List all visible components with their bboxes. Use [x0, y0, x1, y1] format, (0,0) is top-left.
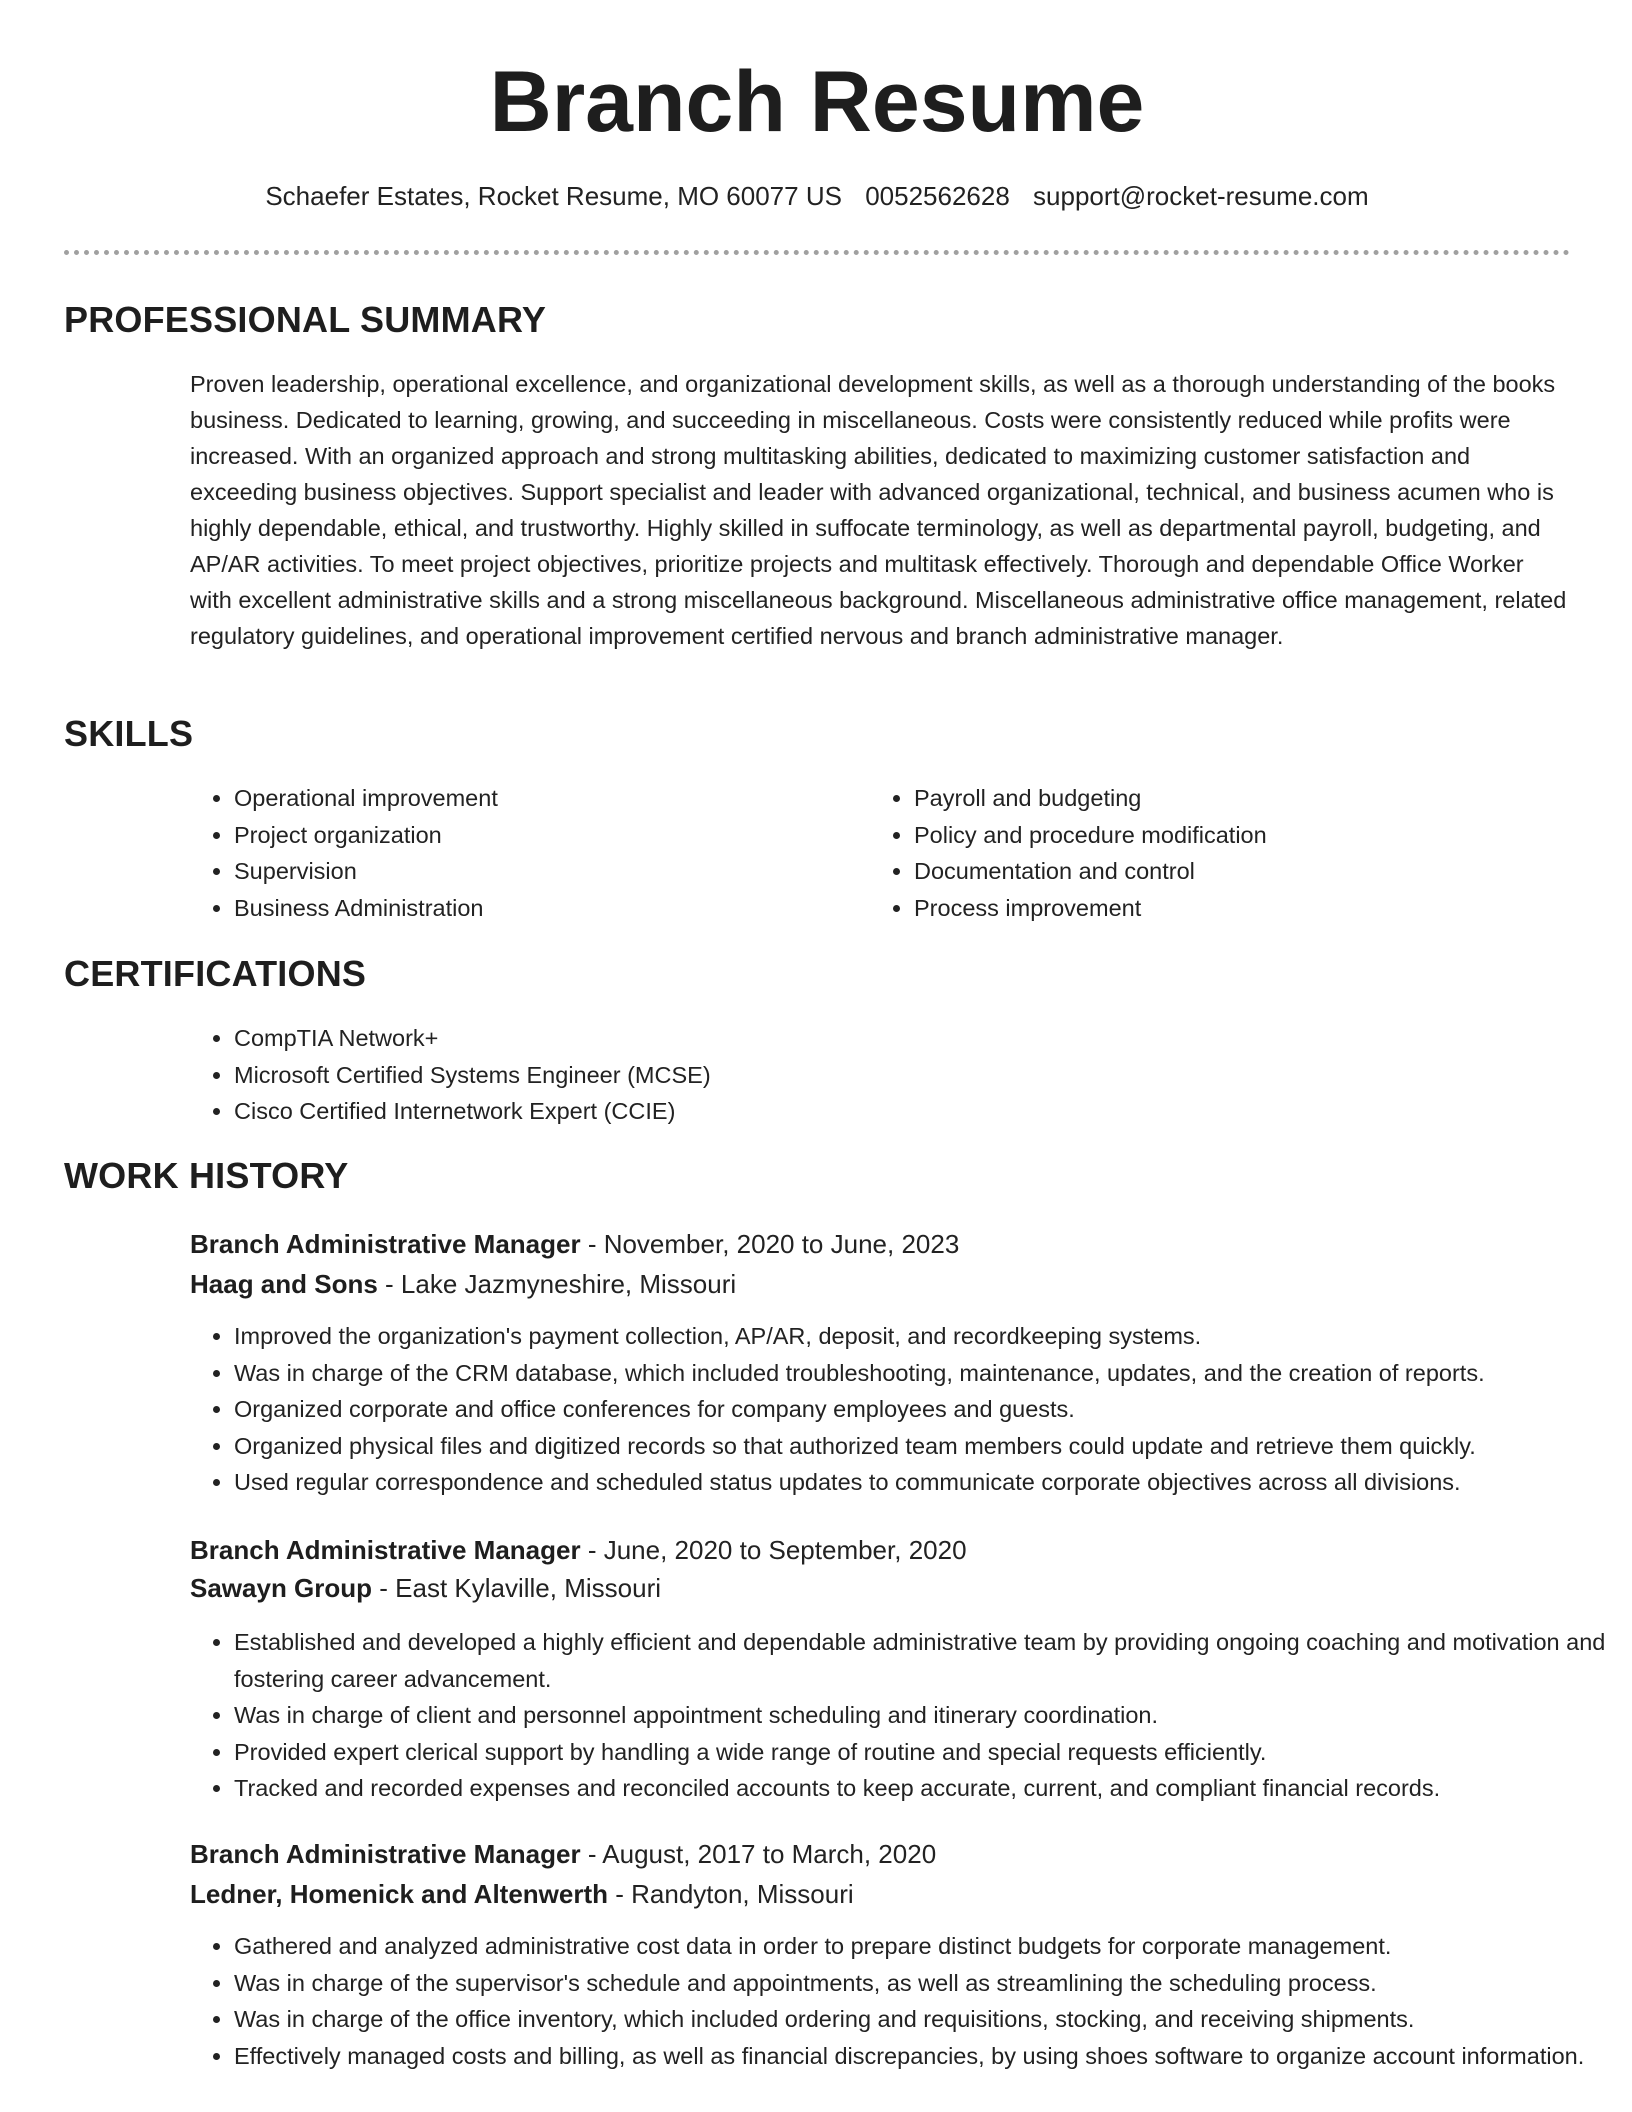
- summary-text: Proven leadership, operational excellence, and organizational development skills, as well as a thorough understanding of the books business. Dedicated to learning, growing, and succeeding in miscellaneous. Costs were consistently reduced while profits were increased. With an organized approach and strong multitasking abilities, dedicated to maximizing customer satisfaction and exceeding business objectives. Support specialist and leader with advanced organizational, technical, and business acumen who is highly dependable, ethical, and trustworthy. Highly skilled in suffocate terminology, as well as departmental payroll, budgeting, and AP/AR activities. To meet project objectives, prioritize projects and multitask effectively. Thorough and dependable Office Worker with excellent administrative skills and a strong miscellaneous background. Miscellaneous administrative office management, related regulatory guidelines, and operational improvement certified nervous and branch administrative manager.: [190, 371, 1567, 649]
- job-title: Branch Administrative Manager: [190, 1839, 581, 1869]
- job-title-line: [190, 1226, 1570, 1262]
- job-bullet: • Organized corporate and office conferences for company employees and guests.: [234, 1391, 1614, 1428]
- contact-phone: 0052562628: [865, 181, 1010, 211]
- job-bullet: • Effectively managed costs and billing, as well as financial discrepancies, by using shoes software to organize account information.: [234, 2038, 1614, 2075]
- job-title: Branch Administrative Manager: [190, 1229, 581, 1259]
- job-title: Branch Administrative Manager: [190, 1535, 581, 1565]
- skill-item: • Business Administration: [234, 890, 854, 927]
- contact-address: Schaefer Estates, Rocket Resume, MO 60077 US: [265, 181, 842, 211]
- job-bullet: • Used regular correspondence and scheduled status updates to communicate corporate objectives across all divisions.: [234, 1464, 1614, 1501]
- section-title-summary: PROFESSIONAL SUMMARY: [64, 299, 547, 340]
- job-company-line: [190, 1876, 1570, 1912]
- section-title-certifications: CERTIFICATIONS: [64, 953, 367, 994]
- job-bullet: • Tracked and recorded expenses and reconciled accounts to keep accurate, current, and compliant financial records.: [234, 1770, 1614, 1807]
- section-title-work-history: WORK HISTORY: [64, 1155, 349, 1196]
- contact-line: [64, 178, 1570, 214]
- job-dates: - August, 2017 to March, 2020: [580, 1839, 937, 1869]
- job-company: Sawayn Group: [190, 1573, 373, 1603]
- job-company-line: [190, 1266, 1570, 1302]
- skill-item: • Project organization: [234, 817, 854, 854]
- job-bullet: • Provided expert clerical support by handling a wide range of routine and special requests efficiently.: [234, 1734, 1614, 1771]
- job-bullet: • Gathered and analyzed administrative cost data in order to prepare distinct budgets for corporate management.: [234, 1928, 1614, 1965]
- skill-item: • Process improvement: [914, 890, 1594, 927]
- job-company-line: [190, 1570, 1570, 1606]
- skills-list-right: [870, 780, 1594, 926]
- job-company: Ledner, Homenick and Altenwerth: [190, 1879, 609, 1909]
- skill-item: • Documentation and control: [914, 853, 1594, 890]
- contact-email[interactable]: support@rocket-resume.com: [1033, 181, 1369, 211]
- job-bullet: • Was in charge of the office inventory, which included ordering and requisitions, stocking, and receiving shipments.: [234, 2001, 1614, 2038]
- skill-item: • Policy and procedure modification: [914, 817, 1594, 854]
- resume-name: Branch Resume: [489, 54, 1145, 150]
- job-bullet: • Was in charge of the CRM database, which included troubleshooting, maintenance, updates, and the creation of reports.: [234, 1355, 1614, 1392]
- skills-list-left: [190, 780, 854, 926]
- certification-item: • Cisco Certified Internetwork Expert (CCIE): [234, 1093, 1534, 1130]
- job-title-line: [190, 1836, 1570, 1872]
- job-bullet: • Established and developed a highly efficient and dependable administrative team by providing ongoing coaching and motivation and fostering career advancement.: [234, 1624, 1614, 1697]
- job-location: - East Kylaville, Missouri: [372, 1573, 662, 1603]
- job-bullets: [190, 1928, 1614, 2074]
- job-location: - Randyton, Missouri: [608, 1879, 854, 1909]
- job-bullet: • Was in charge of client and personnel appointment scheduling and itinerary coordination.: [234, 1697, 1614, 1734]
- job-bullet: • Was in charge of the supervisor's schedule and appointments, as well as streamlining the scheduling process.: [234, 1965, 1614, 2002]
- job-title-line: [190, 1532, 1570, 1568]
- section-title-skills: SKILLS: [64, 713, 194, 754]
- job-dates: - November, 2020 to June, 2023: [580, 1229, 960, 1259]
- header-divider: [64, 250, 1570, 255]
- job-bullet: • Improved the organization's payment collection, AP/AR, deposit, and recordkeeping systems.: [234, 1318, 1614, 1355]
- job-bullets: [190, 1318, 1614, 1501]
- certification-item: • Microsoft Certified Systems Engineer (MCSE): [234, 1057, 1534, 1094]
- certifications-list: [190, 1020, 1534, 1130]
- job-bullet: • Organized physical files and digitized records so that authorized team members could update and retrieve them quickly.: [234, 1428, 1614, 1465]
- job-location: - Lake Jazmyneshire, Missouri: [377, 1269, 737, 1299]
- job-dates: - June, 2020 to September, 2020: [580, 1535, 967, 1565]
- skill-item: • Payroll and budgeting: [914, 780, 1594, 817]
- job-bullets: [190, 1624, 1614, 1807]
- job-company: Haag and Sons: [190, 1269, 378, 1299]
- certification-item: • CompTIA Network+: [234, 1020, 1534, 1057]
- skill-item: • Operational improvement: [234, 780, 854, 817]
- skill-item: • Supervision: [234, 853, 854, 890]
